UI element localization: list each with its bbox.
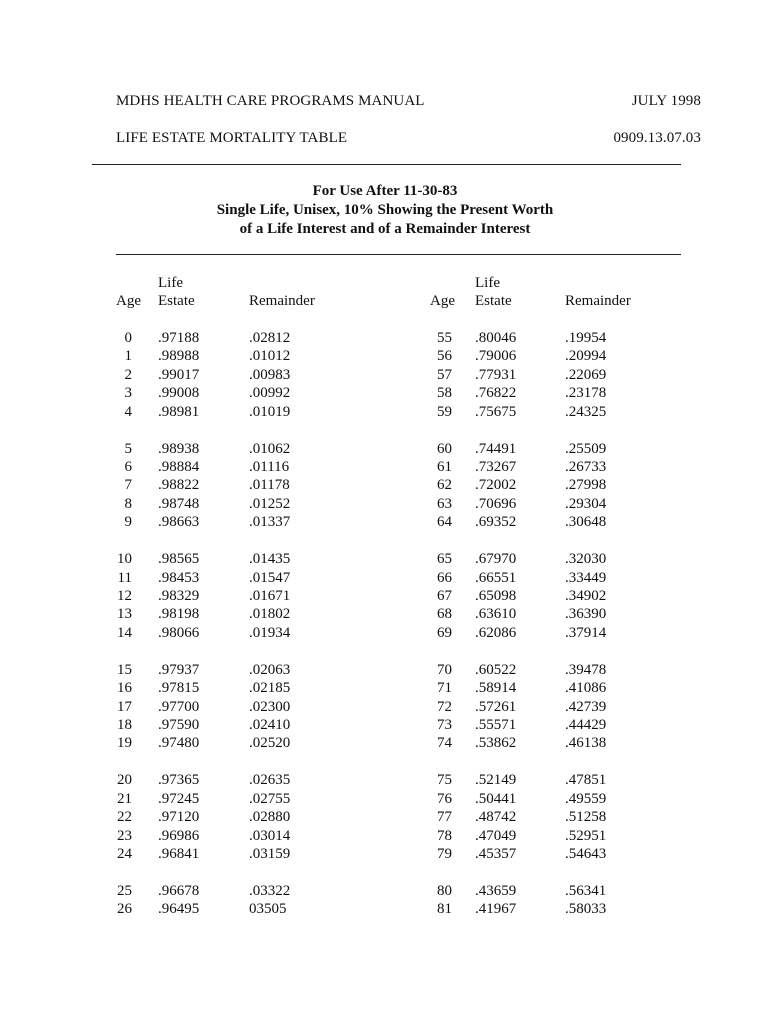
remainder-cell-left: .02063	[249, 661, 291, 678]
remainder-cell-right: .42739	[565, 698, 607, 715]
life-estate-cell-right: .69352	[475, 514, 517, 531]
life-estate-cell-right: .52149	[475, 772, 517, 789]
table-row	[0, 588, 770, 606]
remainder-cell-right: .33449	[565, 569, 607, 586]
life-estate-cell-right: .53862	[475, 735, 517, 752]
table-row	[0, 699, 770, 717]
table-row	[0, 348, 770, 366]
column-header-life-left: Life	[158, 275, 183, 291]
remainder-cell-right: .23178	[565, 385, 607, 402]
life-estate-cell-right: .80046	[475, 330, 517, 346]
life-estate-cell-right: .67970	[475, 551, 517, 568]
table-row	[0, 883, 770, 901]
age-cell-left: 22	[117, 809, 132, 826]
life-estate-cell-right: .79006	[475, 348, 517, 365]
remainder-cell-left: .01547	[249, 569, 291, 586]
life-estate-cell-left: .98884	[158, 459, 200, 475]
age-cell-left: 17	[117, 698, 132, 715]
table-title: LIFE ESTATE MORTALITY TABLE	[116, 130, 348, 146]
life-estate-cell-left: .97937	[158, 661, 200, 678]
remainder-cell-left: .01019	[249, 403, 291, 420]
age-cell-left: 21	[117, 790, 132, 807]
life-estate-cell-right: .55571	[475, 717, 517, 733]
age-cell-left: 2	[124, 366, 132, 383]
remainder-cell-left: .02300	[249, 698, 291, 715]
age-cell-left: 8	[124, 495, 132, 512]
remainder-cell-right: .32030	[565, 551, 607, 568]
table-row	[0, 662, 770, 680]
age-cell-right: 75	[437, 772, 452, 789]
table-row	[0, 551, 770, 569]
manual-title: MDHS HEALTH CARE PROGRAMS MANUAL	[116, 93, 425, 109]
remainder-cell-left: .02880	[249, 809, 291, 826]
column-header-remainder-right: Remainder	[565, 293, 631, 309]
life-estate-cell-right: .43659	[475, 883, 517, 899]
remainder-cell-left: .02520	[249, 735, 291, 752]
life-estate-cell-right: .77931	[475, 366, 517, 383]
life-estate-cell-right: .75675	[475, 403, 517, 420]
life-estate-cell-right: .48742	[475, 809, 517, 826]
age-cell-right: 60	[437, 440, 452, 457]
table-row	[0, 441, 770, 459]
remainder-cell-right: .34902	[565, 588, 607, 604]
table-row	[0, 404, 770, 422]
life-estate-cell-right: .63610	[475, 606, 517, 623]
table-heading-line-1: For Use After 11-30-83	[312, 183, 458, 199]
age-cell-right: 66	[437, 569, 452, 586]
age-cell-left: 7	[124, 477, 132, 494]
table-row	[0, 514, 770, 532]
age-cell-left: 13	[117, 606, 132, 623]
age-cell-left: 10	[117, 551, 132, 568]
life-estate-cell-right: .65098	[475, 588, 517, 604]
section-code: 0909.13.07.03	[613, 130, 701, 146]
table-row	[0, 625, 770, 643]
remainder-cell-left: .01934	[249, 624, 291, 641]
remainder-cell-right: .30648	[565, 514, 607, 531]
remainder-cell-right: .39478	[565, 661, 607, 678]
table-row	[0, 680, 770, 698]
age-cell-left: 1	[124, 348, 132, 365]
column-header-age-left: Age	[116, 293, 141, 309]
remainder-cell-right: .25509	[565, 440, 607, 457]
age-cell-left: 16	[117, 680, 132, 697]
life-estate-cell-right: .58914	[475, 680, 517, 697]
life-estate-cell-right: .41967	[475, 901, 517, 918]
remainder-cell-left: .01062	[249, 440, 291, 457]
remainder-cell-right: .19954	[565, 330, 607, 346]
remainder-cell-right: .29304	[565, 495, 607, 512]
life-estate-cell-left: .96986	[158, 827, 200, 844]
column-header-estate-right: Estate	[475, 293, 512, 309]
age-cell-right: 69	[437, 624, 452, 641]
life-estate-cell-left: .98988	[158, 348, 200, 365]
remainder-cell-left: .01671	[249, 588, 291, 604]
life-estate-cell-right: .45357	[475, 846, 517, 862]
life-estate-cell-left: .96678	[158, 883, 200, 899]
remainder-cell-right: .47851	[565, 772, 607, 789]
remainder-cell-left: .02185	[249, 680, 291, 697]
remainder-cell-right: .22069	[565, 366, 607, 383]
remainder-cell-left: .02812	[249, 330, 291, 346]
life-estate-cell-right: .50441	[475, 790, 517, 807]
age-cell-right: 62	[437, 477, 452, 494]
age-cell-right: 78	[437, 827, 452, 844]
life-estate-cell-left: .98066	[158, 624, 200, 641]
remainder-cell-right: .56341	[565, 883, 607, 899]
age-cell-right: 61	[437, 459, 452, 475]
life-estate-cell-left: .98981	[158, 403, 200, 420]
life-estate-cell-left: .99008	[158, 385, 200, 402]
remainder-cell-left: .02755	[249, 790, 291, 807]
life-estate-cell-left: .98565	[158, 551, 200, 568]
age-cell-left: 4	[124, 403, 132, 420]
life-estate-cell-right: .73267	[475, 459, 517, 475]
age-cell-right: 64	[437, 514, 452, 531]
age-cell-right: 57	[437, 366, 452, 383]
age-cell-right: 56	[437, 348, 452, 365]
column-header-life-right: Life	[475, 275, 500, 291]
life-estate-cell-left: .98329	[158, 588, 200, 604]
age-cell-left: 23	[117, 827, 132, 844]
table-row	[0, 330, 770, 348]
remainder-cell-left: .01116	[249, 459, 290, 475]
life-estate-cell-right: .62086	[475, 624, 517, 641]
remainder-cell-left: .02410	[249, 717, 291, 733]
life-estate-cell-left: .97365	[158, 772, 200, 789]
life-estate-cell-left: .99017	[158, 366, 200, 383]
life-estate-cell-left: .96495	[158, 901, 200, 918]
table-row	[0, 459, 770, 477]
table-row	[0, 901, 770, 919]
life-estate-cell-right: .70696	[475, 495, 517, 512]
life-estate-cell-right: .66551	[475, 569, 517, 586]
remainder-cell-right: .54643	[565, 846, 607, 862]
remainder-cell-left: .03014	[249, 827, 291, 844]
remainder-cell-right: .41086	[565, 680, 607, 697]
table-heading-line-2: Single Life, Unisex, 10% Showing the Present Worth	[216, 202, 554, 218]
age-cell-right: 59	[437, 403, 452, 420]
age-cell-right: 79	[437, 846, 452, 862]
remainder-cell-left: .01012	[249, 348, 291, 365]
column-header-age-right: Age	[430, 293, 455, 309]
age-cell-left: 11	[117, 569, 132, 586]
remainder-cell-left: .01802	[249, 606, 291, 623]
age-cell-left: 5	[124, 440, 132, 457]
age-cell-right: 71	[437, 680, 452, 697]
age-cell-right: 70	[437, 661, 452, 678]
age-cell-right: 55	[437, 330, 452, 346]
table-row	[0, 367, 770, 385]
column-header-estate-left: Estate	[158, 293, 195, 309]
life-estate-cell-left: .97700	[158, 698, 200, 715]
table-row	[0, 606, 770, 624]
life-estate-cell-left: .97480	[158, 735, 200, 752]
remainder-cell-right: .52951	[565, 827, 607, 844]
age-cell-left: 14	[117, 624, 132, 641]
remainder-cell-right: .46138	[565, 735, 607, 752]
life-estate-cell-left: .97815	[158, 680, 200, 697]
age-cell-right: 63	[437, 495, 452, 512]
table-row	[0, 772, 770, 790]
table-row	[0, 717, 770, 735]
remainder-cell-right: .58033	[565, 901, 607, 918]
remainder-cell-right: .20994	[565, 348, 607, 365]
table-row	[0, 846, 770, 864]
age-cell-left: 19	[117, 735, 132, 752]
column-header-remainder-left: Remainder	[249, 293, 315, 309]
life-estate-cell-left: .98938	[158, 440, 200, 457]
age-cell-right: 76	[437, 790, 452, 807]
table-heading-line-3: of a Life Interest and of a Remainder Interest	[239, 221, 531, 237]
remainder-cell-right: .51258	[565, 809, 607, 826]
life-estate-cell-left: .98198	[158, 606, 200, 623]
life-estate-cell-left: .97590	[158, 717, 200, 733]
age-cell-right: 77	[437, 809, 452, 826]
remainder-cell-left: 03505	[249, 901, 287, 918]
age-cell-right: 65	[437, 551, 452, 568]
age-cell-right: 74	[437, 735, 452, 752]
remainder-cell-left: .01435	[249, 551, 291, 568]
life-estate-cell-left: .98663	[158, 514, 200, 531]
age-cell-left: 12	[117, 588, 132, 604]
life-estate-cell-right: .47049	[475, 827, 517, 844]
life-estate-cell-right: .60522	[475, 661, 517, 678]
life-estate-cell-left: .97245	[158, 790, 200, 807]
table-row	[0, 477, 770, 495]
remainder-cell-right: .49559	[565, 790, 607, 807]
life-estate-cell-right: .76822	[475, 385, 517, 402]
remainder-cell-left: .01337	[249, 514, 291, 531]
manual-date: JULY 1998	[631, 93, 701, 109]
remainder-cell-right: .37914	[565, 624, 607, 641]
age-cell-right: 68	[437, 606, 452, 623]
remainder-cell-left: .00992	[249, 385, 291, 402]
age-cell-left: 18	[117, 717, 132, 733]
table-row	[0, 791, 770, 809]
age-cell-left: 24	[117, 846, 132, 862]
table-row	[0, 809, 770, 827]
life-estate-cell-left: .98748	[158, 495, 200, 512]
life-estate-cell-right: .57261	[475, 698, 517, 715]
age-cell-right: 72	[437, 698, 452, 715]
life-estate-cell-left: .98822	[158, 477, 200, 494]
table-row	[0, 828, 770, 846]
table-row	[0, 735, 770, 753]
table-row	[0, 385, 770, 403]
remainder-cell-right: .24325	[565, 403, 607, 420]
remainder-cell-right: .36390	[565, 606, 607, 623]
age-cell-right: 73	[437, 717, 452, 733]
age-cell-right: 81	[437, 901, 452, 918]
age-cell-left: 26	[117, 901, 132, 918]
age-cell-left: 0	[124, 330, 132, 346]
age-cell-right: 80	[437, 883, 452, 899]
remainder-cell-right: .27998	[565, 477, 607, 494]
age-cell-left: 20	[117, 772, 132, 789]
life-estate-cell-right: .72002	[475, 477, 517, 494]
remainder-cell-right: .26733	[565, 459, 607, 475]
table-row	[0, 570, 770, 588]
age-cell-left: 3	[124, 385, 132, 402]
age-cell-left: 15	[117, 661, 132, 678]
age-cell-right: 67	[437, 588, 452, 604]
life-estate-cell-right: .74491	[475, 440, 517, 457]
age-cell-left: 9	[124, 514, 132, 531]
life-estate-cell-left: .97120	[158, 809, 200, 826]
remainder-cell-left: .02635	[249, 772, 291, 789]
table-row	[0, 496, 770, 514]
age-cell-left: 25	[117, 883, 132, 899]
remainder-cell-right: .44429	[565, 717, 607, 733]
life-estate-cell-left: .98453	[158, 569, 200, 586]
remainder-cell-left: .03159	[249, 846, 291, 862]
life-estate-cell-left: .97188	[158, 330, 200, 346]
life-estate-cell-left: .96841	[158, 846, 200, 862]
remainder-cell-left: .03322	[249, 883, 291, 899]
remainder-cell-left: .01178	[249, 477, 290, 494]
age-cell-left: 6	[124, 459, 132, 475]
remainder-cell-left: .01252	[249, 495, 291, 512]
age-cell-right: 58	[437, 385, 452, 402]
remainder-cell-left: .00983	[249, 366, 291, 383]
